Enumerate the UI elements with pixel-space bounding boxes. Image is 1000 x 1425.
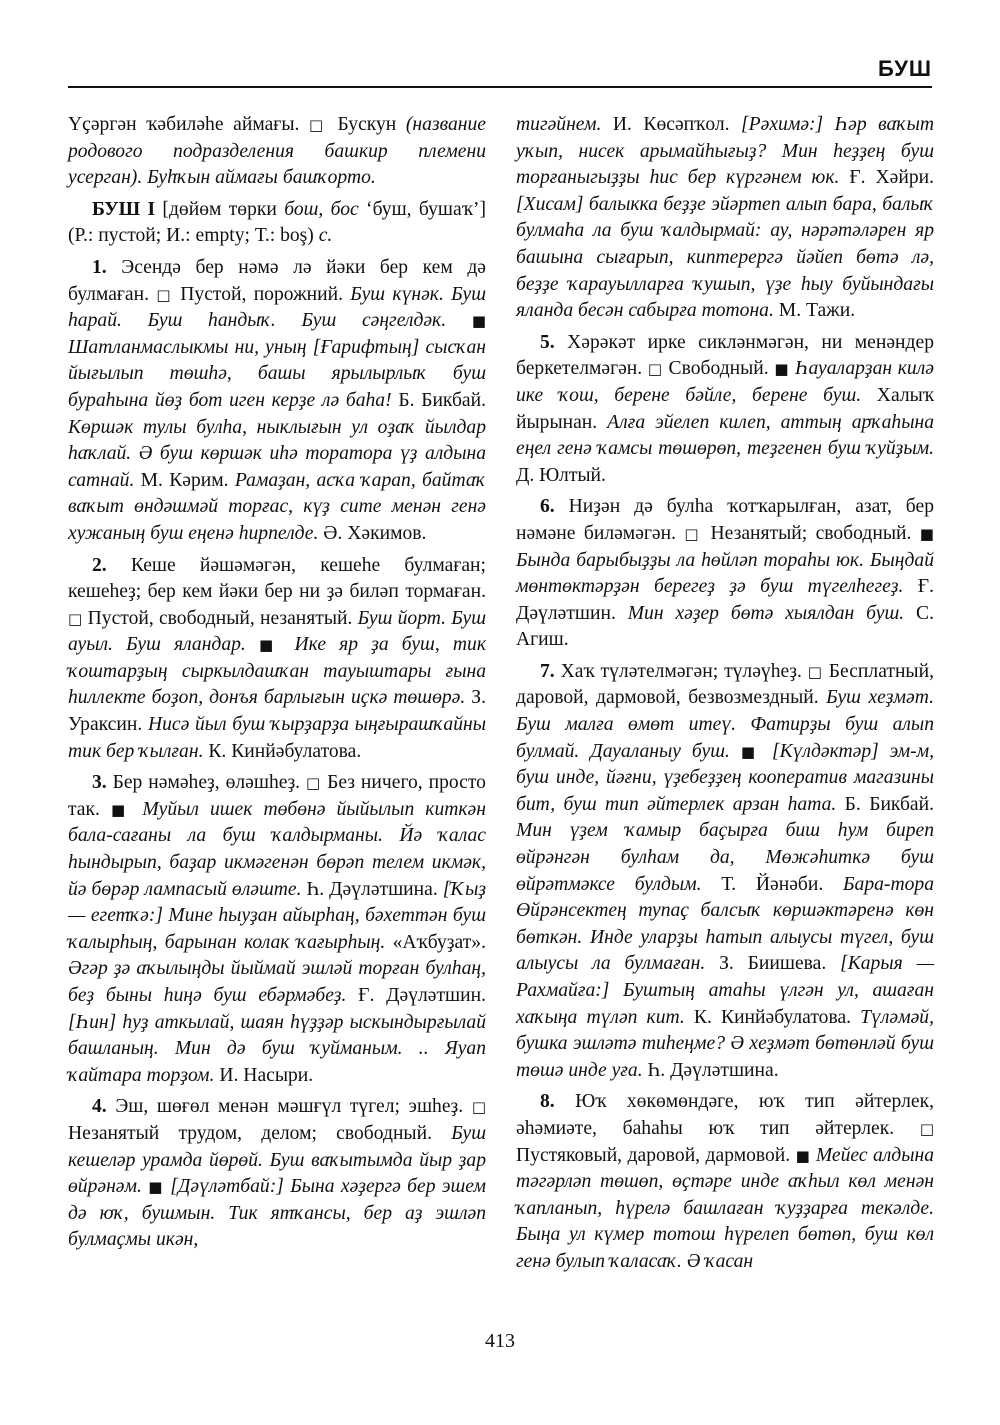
- text-run: Хәрәкәт ирке сикләнмәгән, ни менәндер беркетелмәгән.: [516, 331, 934, 380]
- filled-square-icon: ■: [774, 360, 790, 379]
- text-run: [Дәүләтбай:] Бына хәҙергә бер эшем дә юҡ, бушмын. Тик ятҡансы, бер аҙ эшләп булмаҫмы икән,: [68, 1176, 486, 1251]
- open-square-icon: □: [684, 524, 703, 543]
- text-run: Бер нәмәһеҙ, өләшһеҙ.: [106, 772, 306, 794]
- page-header: [68, 52, 932, 88]
- text-run: 2.: [92, 554, 107, 576]
- text-run: Шатланмаслыкмы ни, уның [Ғарифтың] сысҡан йығылып төшһә, башы ярылырлыҡ буш бураһына йөҙ бот иген керҙе лә баһа!: [68, 336, 486, 411]
- page-number: 413: [485, 1330, 515, 1352]
- text-run: Ә. Хәкимов.: [318, 522, 427, 544]
- text-run: [Һин] һуҙ аткылай, шаян һүҙҙәр ыскындырғылай башланың. Мин дә буш ҡуйманым. .. Яуап ҡайтара торҙом.: [68, 1011, 486, 1086]
- text-run: Свободный.: [662, 358, 775, 380]
- text-run: [Хисам] балыкка беҙҙе эйәртеп алып бара, балыҡ булмаһа ла буш ҡалдырмай: ау, нәрәтәләрен яр башына сығарып, киптерергә йәйеп бөтә лә, беҙҙе ҡарауылларға ҡушып, үҙе һыу буйындағы яланда бесән сабырға тотона.: [516, 193, 934, 322]
- text-run: М. Тажи.: [773, 300, 856, 322]
- text-run: Т. Йәнәби.: [701, 873, 843, 895]
- text-run: Һауаларҙан килә ике ҡош, берене бәйле, берене буш.: [516, 358, 934, 406]
- text-run: [Күлдәктәр] эм-м, буш инде, йәғни, үҙебеҙҙең кооператив магазины бит, буш тип әйтерлек арзан һата.: [516, 740, 934, 815]
- filled-square-icon: ■: [919, 524, 934, 543]
- filled-square-icon: ■: [110, 800, 132, 819]
- open-square-icon: □: [919, 1119, 934, 1138]
- text-run: И. Насыри.: [214, 1064, 314, 1086]
- text-run: Ғ. Дәүләтшин.: [516, 576, 935, 624]
- text-run: Мейес алдына тәгәрләп төшөп, өҫтәре инде аҡһыл көл менән ҡапланып, һүрелә башлаған ҡуҙҙарға текәлде. Быңа ул күмер тотош һүрелеп бөтөп, буш көл генә булып ҡаласаҡ. Ә ҡасан: [516, 1144, 934, 1272]
- text-run: Пустой, порожний.: [172, 283, 351, 305]
- entry-heading: [68, 197, 486, 250]
- text-run: Рамаҙан, асҡа ҡарап, байтаҡ ваҡыт өндәшмәй торғас, күҙ сите менән генә хужаның буш еңенә һирпелде.: [68, 469, 486, 544]
- text-run: Кеше йәшәмәгән, кешеһе булмаған; кешеһеҙ; бер кем йәки бер ни ҙә биләп тормаған.: [68, 554, 486, 603]
- text-run: Түләмәй, бушка эшләтә тиһеңме? Ә хеҙмәт бөтөнләй буш төшә инде уға.: [516, 1006, 934, 1081]
- paragraph: [516, 112, 934, 325]
- text-run: 6.: [540, 496, 555, 518]
- open-square-icon: □: [471, 1098, 486, 1117]
- open-square-icon: □: [309, 116, 328, 134]
- open-square-icon: □: [647, 360, 663, 379]
- text-run: Д. Юлтый.: [516, 464, 606, 486]
- text-run: З. Ураксин.: [68, 687, 486, 736]
- text-run: Ике яр ҙа буш, тик ҡоштарҙың сыркылдашҡан тауыштары ғына һиллекте боҙоп, донъя барлығын иҫкә төшөрә.: [68, 634, 486, 709]
- text-run: Нисә йыл буш ҡырҙарҙа ыңғырашҡайны тик бер ҡылған.: [68, 714, 486, 762]
- sense-2: [68, 553, 486, 766]
- text-run: Бара-тора Өйрәнсектең тупаҫ балсыҡ көршәктәренә көн бөткән. Инде уларҙы һатып алыусы түгел, буш алыусы ла булмаған.: [516, 873, 934, 975]
- text-run: Эсендә бер нәмә лә йәки бер кем дә булмаған.: [68, 256, 486, 305]
- left-column: [68, 112, 486, 1259]
- text-run: Алға эйелеп килеп, аттың арҡаһына еңел генә ҡамсы төшөрөп, теҙгенен буш ҡуйҙым.: [516, 411, 935, 460]
- text-run: [Рәхимә:] Һәр ваҡыт уҡып, нисек арымайһығыҙ? Мин һеҙҙең буш торғаныгыҙҙы һис бер күргәнем юк.: [516, 114, 934, 189]
- text-run: Әгәр ҙә аҡылыңды йыймай эшләй торған булһаң, беҙ быны һиңә буш ебәрмәбеҙ.: [68, 958, 486, 1006]
- right-column: [516, 112, 934, 1281]
- text-run: Мин хәҙер бөтә хыялдан буш.: [627, 602, 905, 624]
- headword: БУШ I: [92, 198, 156, 220]
- sense-1: [68, 255, 486, 548]
- text-run: (название родового подразделения башкир племени усерган). Буһҡын аймағы башҡорто.: [68, 114, 486, 189]
- text-run: Буш кешеләр урамда йөрөй. Буш ваҡытымда йыр ҙар өйрәнәм.: [68, 1122, 486, 1198]
- text-run: [дөйөм төрки: [155, 198, 285, 220]
- filled-square-icon: ■: [795, 1146, 811, 1165]
- filled-square-icon: ■: [740, 742, 762, 761]
- text-run: Незанятый трудом, делом; свободный.: [68, 1122, 452, 1144]
- text-run: Һ. Дәүләтшина.: [301, 878, 443, 900]
- paragraph: [68, 112, 486, 192]
- running-head: БУШ: [877, 56, 932, 81]
- text-run: [Карыя — Рахмайға:] Буштың атаһы үлгән ул, ашаған хаҡыңа түләп кит.: [516, 953, 934, 1028]
- filled-square-icon: ■: [471, 312, 486, 331]
- text-run: Пустяковый, даровой, дармовой.: [516, 1144, 796, 1166]
- text-run: Мин үҙем ҡамыр баҫырға биш һум биреп өйрәнгән булһам да, Мөжәһиткә буш өйрәтмәксе булдым.: [516, 820, 934, 895]
- text-run: Без ничего, просто так.: [68, 772, 486, 820]
- text-run: Ғ. Хәйри.: [839, 167, 934, 189]
- sense-4: [68, 1094, 486, 1254]
- text-run: М. Кәрим.: [134, 469, 235, 491]
- text-run: Буш йорт. Буш ауыл. Буш яландар.: [68, 607, 486, 656]
- text-run: [Ҡыҙ — егетҡә:] Мине һыуҙан айырһаң, бәхеттән буш ҡалырһың, барынан колак ҡағырһың.: [68, 878, 486, 953]
- open-square-icon: □: [807, 662, 823, 681]
- text-run: тигәйнем.: [516, 114, 602, 135]
- text-run: Пустой, свободный, незанятый.: [82, 607, 358, 629]
- text-run: с.: [318, 225, 333, 247]
- open-square-icon: □: [68, 609, 83, 628]
- text-run: Һ. Дәүләтшина.: [642, 1059, 779, 1081]
- text-run: Эш, шөғөл менән мәшғүл түгел; эшһеҙ.: [106, 1096, 472, 1118]
- text-run: Бускун: [327, 114, 406, 135]
- text-run: Көршәк тулы булһа, ныклығын ул оҙаҡ йылдар һаҡлай. Ә буш көршәк иһә торатора үҙ алдына сатнай.: [68, 416, 486, 491]
- sense-3: [68, 770, 486, 1089]
- sense-5: [516, 330, 934, 490]
- text-run: бош, бос: [284, 198, 359, 220]
- text-run: 3.: [92, 772, 107, 794]
- text-run: Юҡ хөкөмөндәге, юҡ тип әйтерлек, әһәмиәте, баһаһы юҡ тип әйтерлек.: [516, 1091, 934, 1139]
- text-run: Ғ. Дәүләтшин.: [346, 985, 486, 1006]
- text-run: Хаҡ түләтелмәгән; түләүһеҙ.: [554, 660, 808, 682]
- sense-8: [516, 1089, 934, 1275]
- text-run: Үҫәргән ҡәбиләһе аймағы.: [68, 114, 309, 135]
- text-run: С. Агиш.: [516, 602, 934, 651]
- text-run: З. Биишева.: [705, 953, 841, 975]
- text-run: «Аҡбуҙат».: [385, 931, 486, 953]
- filled-square-icon: ■: [148, 1178, 164, 1197]
- text-run: Халыҡ йырынан.: [516, 384, 934, 433]
- sense-6: [516, 494, 934, 654]
- text-run: И. Көсәпҡол.: [601, 114, 742, 135]
- text-run: 8.: [540, 1091, 555, 1113]
- text-run: Буш күнәк. Буш һарай. Буш һандыҡ. Буш сәңгелдәк.: [68, 283, 486, 332]
- text-run: 4.: [92, 1096, 107, 1118]
- text-run: 5.: [540, 331, 555, 353]
- text-run: Бесплатный, даровой, дармовой, безвозмездный.: [516, 660, 934, 709]
- text-run: Б. Бикбай.: [836, 793, 935, 815]
- text-run: Бында барыбыҙҙы ла һөйләп тораһы юк. Быңдай мөнтөктәрҙән берегеҙ ҙә буш түгелһегеҙ.: [516, 549, 934, 598]
- text-run: К. Кинйәбулатова.: [684, 1006, 861, 1028]
- text-run: 7.: [540, 660, 555, 682]
- text-run: Б. Бикбай.: [391, 389, 487, 411]
- text-run: Буш хеҙмәт. Буш малға өмөт итеү. Фатирҙы буш алып булмай. Дауаланыу буш.: [516, 687, 934, 762]
- open-square-icon: □: [306, 774, 322, 793]
- open-square-icon: □: [156, 285, 173, 304]
- text-run: К. Кинйәбулатова.: [203, 740, 362, 762]
- text-run: Ниҙән дә булһа ҡотҡарылған, азат, бер нәмәне биләмәгән.: [516, 496, 934, 544]
- filled-square-icon: ■: [258, 636, 282, 655]
- sense-7: [516, 659, 934, 1085]
- text-run: ‘буш, бушаҡ’] (Р.: пустой; И.: empty; Т.: boş): [68, 198, 486, 247]
- text-run: Муйыл ишек төбөнә йыйылып киткән бала-сағаны ла буш ҡалдырманы. Йә ҡалас һындырып, баҙар икмәгенән бөрәп телем икмәк, йә бөрәр лампасый өләште.: [68, 798, 486, 900]
- text-run: 1.: [92, 256, 107, 278]
- text-run: Незанятый; свободный.: [702, 522, 920, 544]
